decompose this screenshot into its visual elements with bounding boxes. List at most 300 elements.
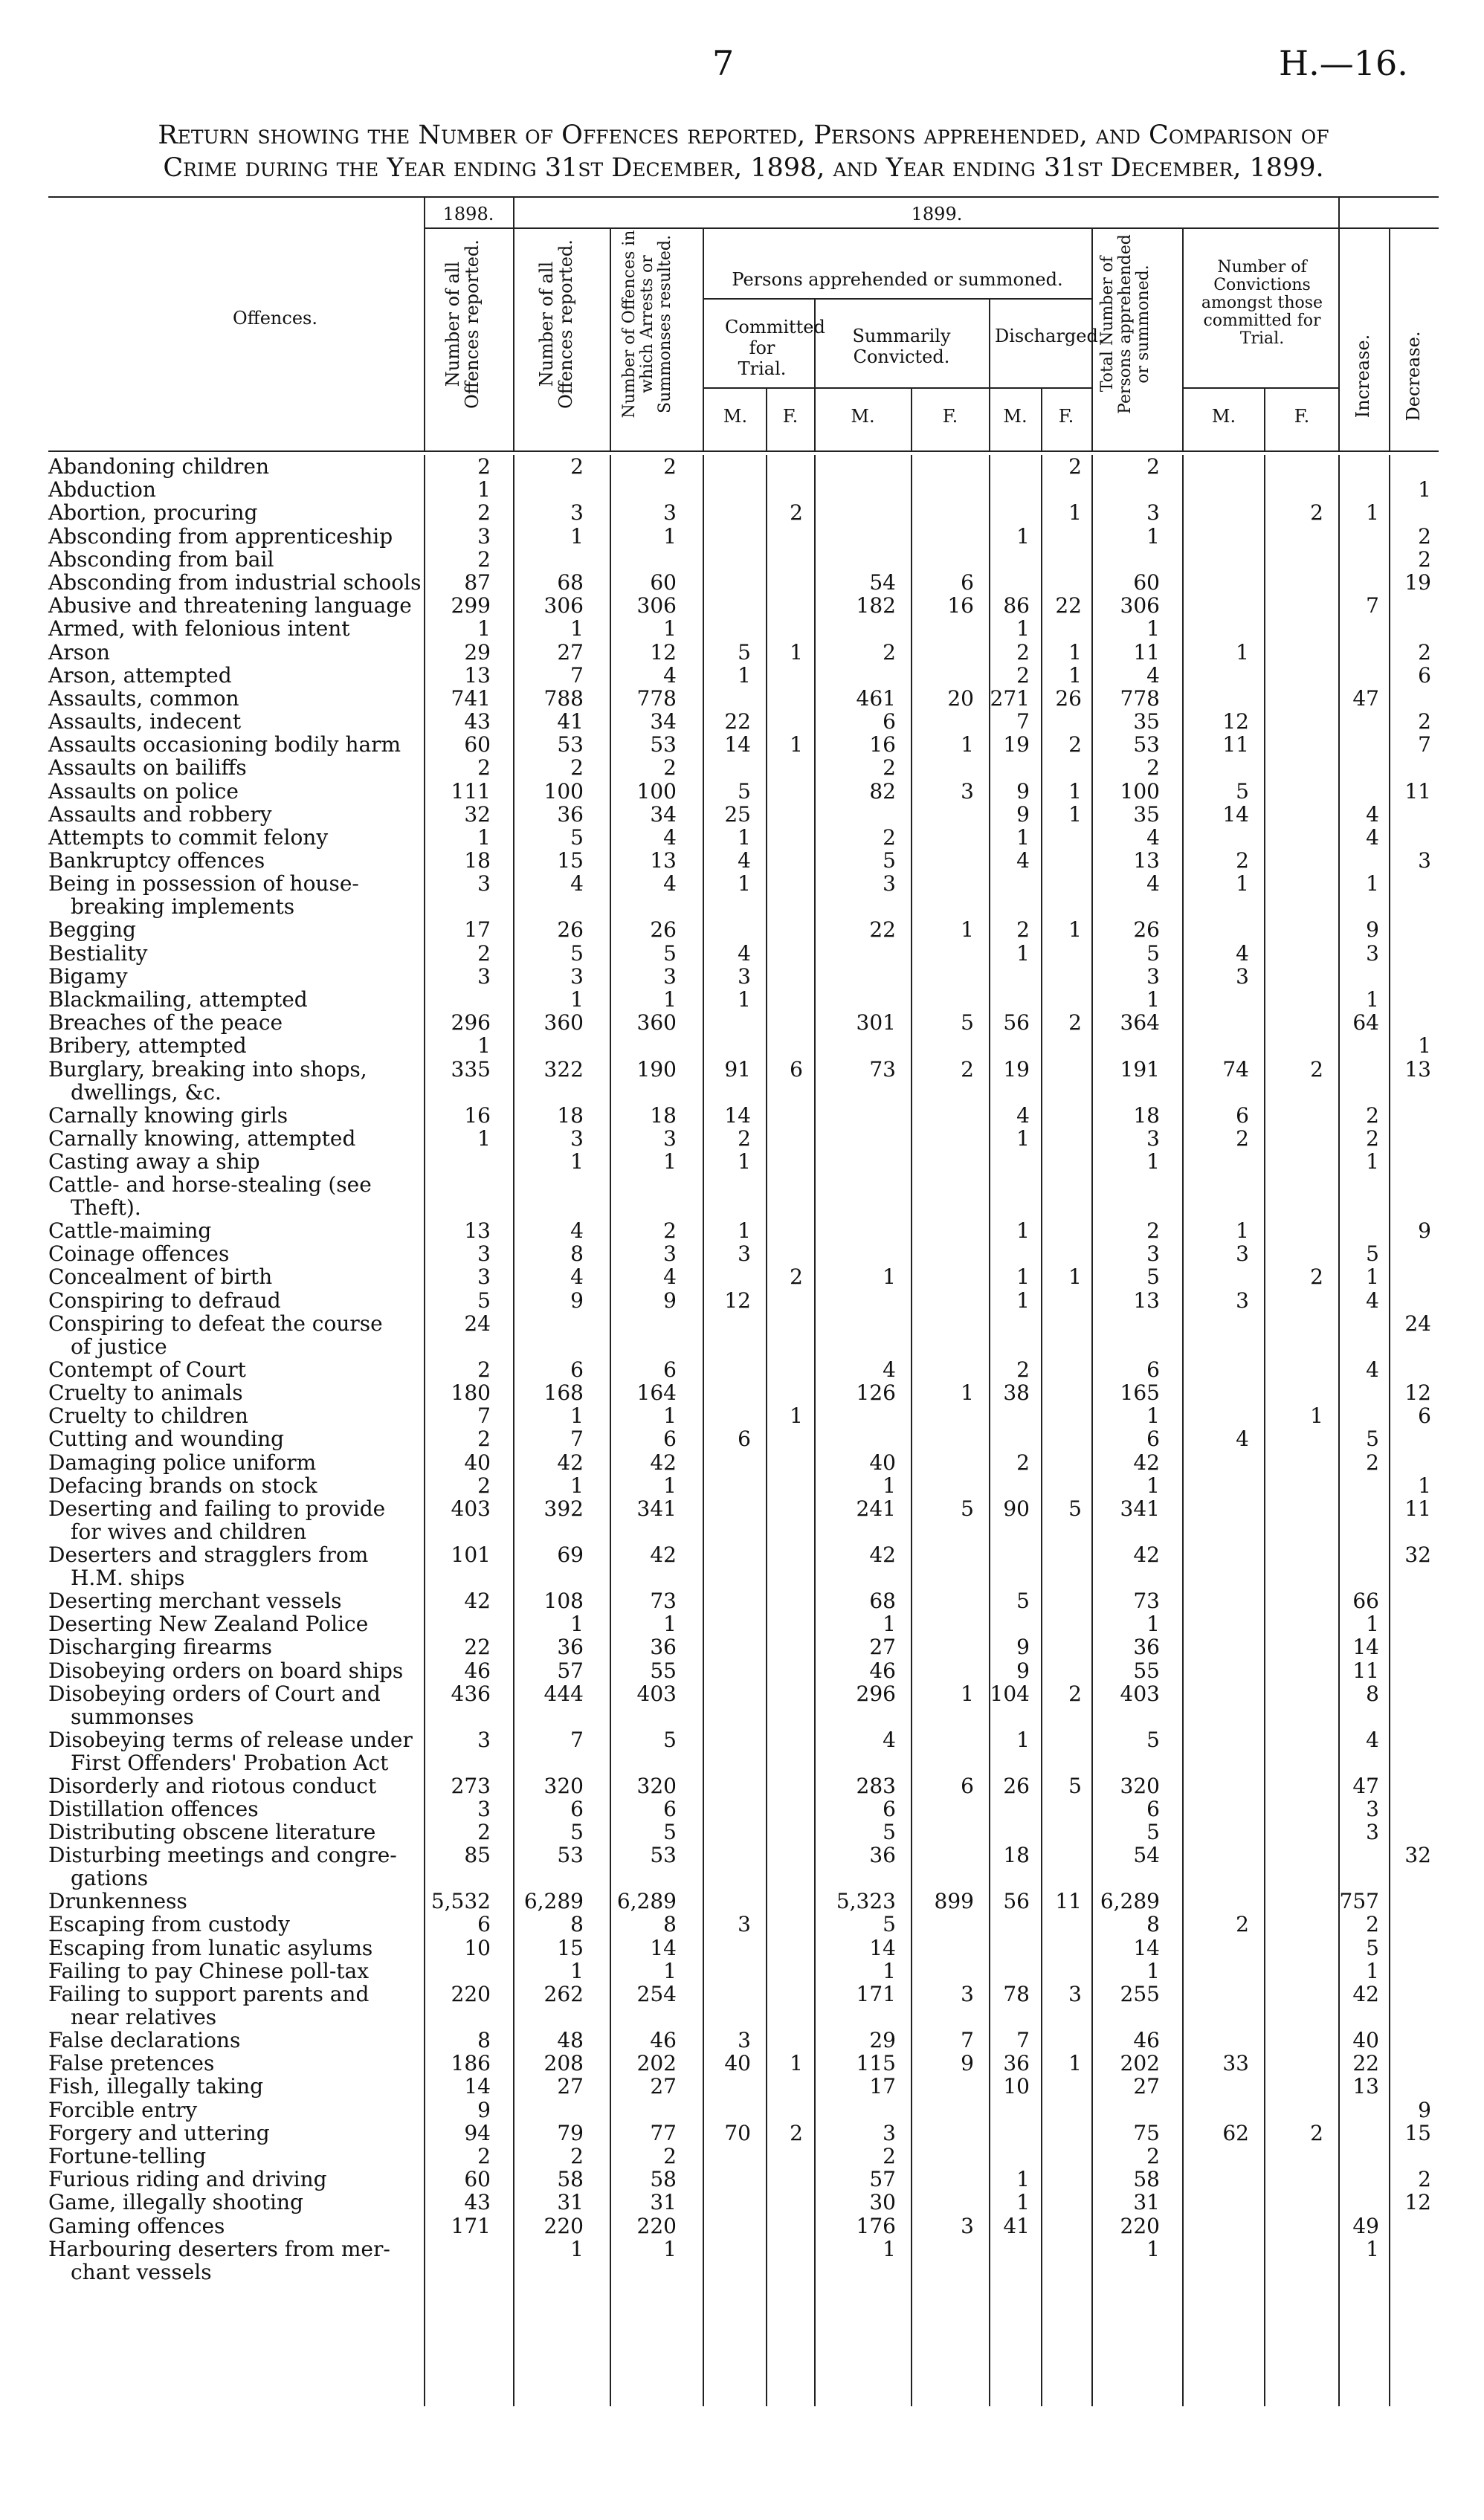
col-header-discharged: Discharged. bbox=[995, 326, 1104, 346]
cell-value: 2 bbox=[1418, 639, 1431, 665]
cell-value: 11 bbox=[1133, 639, 1160, 665]
offence-name bbox=[48, 1983, 424, 2029]
cell-value: 26 bbox=[1133, 917, 1160, 943]
cell-value: 18 bbox=[650, 1102, 677, 1128]
cell-value: 2 bbox=[1366, 1450, 1379, 1475]
cell-value: 2 bbox=[477, 1357, 491, 1382]
offence-label: Concealment of birth bbox=[48, 1264, 273, 1290]
cell-value: 1 bbox=[570, 523, 584, 549]
cell-value: 2 bbox=[790, 2120, 803, 2145]
cell-value: 2 bbox=[1146, 454, 1160, 479]
cell-value: 3 bbox=[738, 1912, 751, 1937]
offence-label: Deserters and stragglers from bbox=[48, 1542, 369, 1567]
cell-value: 19 bbox=[1404, 569, 1431, 595]
offence-label: Bankruptcy offences bbox=[48, 848, 265, 873]
offence-label: Assaults, common bbox=[48, 685, 239, 711]
cell-value: 91 bbox=[724, 1056, 751, 1082]
offence-label: Deserting New Zealand Police bbox=[48, 1612, 369, 1637]
offence-label: Begging bbox=[48, 917, 136, 943]
cell-value: 5 bbox=[1366, 1427, 1379, 1452]
offence-label-continued: for wives and children bbox=[71, 1519, 307, 1544]
offence-name bbox=[48, 478, 424, 501]
cell-value: 9 bbox=[477, 2097, 491, 2122]
cell-value: 22 bbox=[464, 1635, 491, 1660]
cell-value: 1 bbox=[477, 616, 491, 642]
cell-value: 24 bbox=[1404, 1311, 1431, 1336]
table-row bbox=[0, 1474, 1484, 1497]
col-header-convictions: Number of Convictions amongst those committed for Trial. bbox=[1201, 258, 1323, 348]
offence-label: Drunkenness bbox=[48, 1889, 187, 1914]
cell-value: 7 bbox=[1366, 593, 1379, 618]
cell-value: 15 bbox=[557, 848, 584, 873]
table-row bbox=[0, 988, 1484, 1011]
offence-label: Distillation offences bbox=[48, 1796, 259, 1821]
offence-name bbox=[48, 455, 424, 478]
offence-name bbox=[48, 1150, 424, 1173]
offence-label: Defacing brands on stock bbox=[48, 1473, 317, 1498]
offence-name bbox=[48, 1289, 424, 1312]
cell-value: 5 bbox=[1366, 1935, 1379, 1960]
cell-value: 11 bbox=[1222, 732, 1249, 757]
table-row bbox=[0, 1543, 1484, 1589]
table-row bbox=[0, 1289, 1484, 1312]
offence-name bbox=[48, 2214, 424, 2238]
cell-value: 171 bbox=[856, 1982, 896, 2006]
cell-value: 220 bbox=[543, 2213, 584, 2238]
cell-value: 69 bbox=[557, 1542, 584, 1567]
cell-value: 5 bbox=[883, 1820, 896, 1845]
offence-label: Bestiality bbox=[48, 940, 148, 966]
cell-value: 26 bbox=[1003, 1773, 1030, 1798]
cell-value: 111 bbox=[451, 778, 491, 804]
offence-label-continued: chant vessels bbox=[71, 2259, 212, 2284]
cell-value: 36 bbox=[557, 801, 584, 827]
offence-label: Attempts to commit felony bbox=[48, 825, 329, 850]
cell-value: 12 bbox=[724, 1288, 751, 1313]
cell-value: 26 bbox=[557, 917, 584, 943]
cell-value: 6 bbox=[1146, 1796, 1160, 1821]
table-row bbox=[0, 687, 1484, 710]
offence-name bbox=[48, 617, 424, 640]
cell-value: 46 bbox=[1133, 2028, 1160, 2052]
cell-value: 2 bbox=[1366, 1102, 1379, 1128]
cell-value: 1 bbox=[1068, 639, 1082, 665]
table-row bbox=[0, 594, 1484, 617]
page-reference: H.—16. bbox=[1279, 43, 1408, 83]
col-header-1899: 1899. bbox=[911, 204, 963, 224]
cell-value: 56 bbox=[1003, 1889, 1030, 1914]
table-row bbox=[0, 2052, 1484, 2075]
cell-value: 1 bbox=[570, 1958, 584, 1983]
offence-name bbox=[48, 1058, 424, 1104]
offence-label: Disorderly and riotous conduct bbox=[48, 1773, 377, 1798]
cell-value: 14 bbox=[1133, 1935, 1160, 1960]
offence-name bbox=[48, 1242, 424, 1265]
table-row bbox=[0, 1034, 1484, 1057]
offence-label: Deserting and failing to provide bbox=[48, 1496, 386, 1521]
cell-value: 1 bbox=[1418, 1473, 1431, 1498]
cell-value: 4 bbox=[1146, 662, 1160, 688]
table-row bbox=[0, 1890, 1484, 1913]
cell-value: 73 bbox=[869, 1056, 896, 1082]
cell-value: 2 bbox=[1366, 1912, 1379, 1937]
cell-value: 3 bbox=[477, 1264, 491, 1290]
offence-label: Assaults occasioning bodily harm bbox=[48, 732, 401, 757]
cell-value: 5 bbox=[1016, 1588, 1030, 1613]
cell-value: 241 bbox=[856, 1496, 896, 1521]
cell-value: 126 bbox=[856, 1380, 896, 1405]
cell-value: 6 bbox=[883, 709, 896, 734]
offence-name bbox=[48, 826, 424, 849]
cell-value: 202 bbox=[1120, 2051, 1160, 2076]
cell-value: 1 bbox=[1016, 616, 1030, 642]
cell-value: 1 bbox=[1016, 1288, 1030, 1313]
offence-label-continued: summonses bbox=[71, 1704, 194, 1729]
table-title bbox=[41, 119, 1446, 184]
cell-value: 8 bbox=[477, 2028, 491, 2052]
cell-value: 3 bbox=[961, 1982, 974, 2006]
cell-value: 2 bbox=[1418, 546, 1431, 572]
offence-name bbox=[48, 641, 424, 664]
offence-label: Escaping from lunatic asylums bbox=[48, 1935, 373, 1960]
cell-value: 75 bbox=[1133, 2120, 1160, 2145]
cell-value: 40 bbox=[724, 2051, 751, 2076]
cell-value: 29 bbox=[464, 639, 491, 665]
offence-label: Cruelty to animals bbox=[48, 1380, 243, 1405]
cell-value: 2 bbox=[663, 1218, 677, 1244]
cell-value: 12 bbox=[1404, 1380, 1431, 1405]
table-row bbox=[0, 2214, 1484, 2238]
cell-value: 208 bbox=[543, 2051, 584, 2076]
table-row bbox=[0, 1589, 1484, 1612]
cell-value: 6 bbox=[883, 1796, 896, 1821]
offence-label: Breaches of the peace bbox=[48, 1010, 283, 1036]
col-header-committed-m: M. bbox=[723, 406, 748, 427]
cell-value: 296 bbox=[856, 1681, 896, 1706]
cell-value: 1 bbox=[663, 1403, 677, 1429]
cell-value: 1 bbox=[961, 917, 974, 943]
cell-value: 5 bbox=[477, 1288, 491, 1313]
cell-value: 58 bbox=[650, 2167, 677, 2192]
cell-value: 18 bbox=[557, 1102, 584, 1128]
cell-value: 19 bbox=[1003, 1056, 1030, 1082]
cell-value: 1 bbox=[1310, 1403, 1323, 1429]
table-row bbox=[0, 1104, 1484, 1127]
offence-name bbox=[48, 1960, 424, 1983]
cell-value: 94 bbox=[464, 2120, 491, 2145]
cell-value: 4 bbox=[738, 940, 751, 966]
cell-value: 165 bbox=[1120, 1380, 1160, 1405]
cell-value: 4 bbox=[1366, 1288, 1379, 1313]
table-row bbox=[0, 2029, 1484, 2052]
offence-name bbox=[48, 1543, 424, 1589]
cell-value: 3 bbox=[1366, 940, 1379, 966]
cell-value: 49 bbox=[1352, 2213, 1379, 2238]
offence-name bbox=[48, 525, 424, 548]
cell-value: 8 bbox=[570, 1241, 584, 1267]
offence-name bbox=[48, 1312, 424, 1358]
cell-value: 55 bbox=[650, 1658, 677, 1683]
cell-value: 1 bbox=[738, 1148, 751, 1174]
table-row bbox=[0, 803, 1484, 826]
cell-value: 13 bbox=[650, 848, 677, 873]
cell-value: 788 bbox=[543, 685, 584, 711]
cell-value: 101 bbox=[451, 1542, 491, 1567]
cell-value: 1 bbox=[1068, 662, 1082, 688]
table-row bbox=[0, 826, 1484, 849]
table-row bbox=[0, 1127, 1484, 1150]
cell-value: 46 bbox=[869, 1658, 896, 1683]
offence-label: Deserting merchant vessels bbox=[48, 1588, 342, 1613]
table-row bbox=[0, 1844, 1484, 1890]
cell-value: 3 bbox=[477, 963, 491, 989]
offence-label: Casting away a ship bbox=[48, 1148, 260, 1174]
cell-value: 778 bbox=[1120, 685, 1160, 711]
table-row bbox=[0, 664, 1484, 687]
cell-value: 20 bbox=[947, 685, 974, 711]
cell-value: 2 bbox=[790, 1264, 803, 1290]
cell-value: 4 bbox=[570, 1218, 584, 1244]
cell-value: 1 bbox=[961, 1681, 974, 1706]
cell-value: 58 bbox=[1133, 2167, 1160, 2192]
offence-label: Disobeying orders of Court and bbox=[48, 1681, 381, 1706]
cell-value: 14 bbox=[1352, 1635, 1379, 1660]
table-row bbox=[0, 1983, 1484, 2029]
cell-value: 2 bbox=[1016, 662, 1030, 688]
cell-value: 58 bbox=[557, 2167, 584, 2192]
cell-value: 1 bbox=[961, 1380, 974, 1405]
offence-label: Absconding from bail bbox=[48, 546, 274, 572]
cell-value: 1 bbox=[1146, 1148, 1160, 1174]
cell-value: 82 bbox=[869, 778, 896, 804]
offence-label: Assaults and robbery bbox=[48, 801, 272, 827]
cell-value: 41 bbox=[557, 709, 584, 734]
cell-value: 54 bbox=[869, 569, 896, 595]
cell-value: 34 bbox=[650, 709, 677, 734]
cell-value: 1 bbox=[1146, 986, 1160, 1012]
table-row bbox=[0, 1358, 1484, 1381]
cell-value: 2 bbox=[1068, 732, 1082, 757]
offence-name bbox=[48, 965, 424, 988]
cell-value: 3 bbox=[570, 963, 584, 989]
col-header-increase: Increase. bbox=[1352, 334, 1373, 419]
cell-value: 1 bbox=[1366, 1148, 1379, 1174]
cell-value: 34 bbox=[650, 801, 677, 827]
offence-label-continued: near relatives bbox=[71, 2005, 217, 2029]
offence-label: Abusive and threatening language bbox=[48, 593, 412, 618]
cell-value: 31 bbox=[1133, 2190, 1160, 2215]
cell-value: 1 bbox=[738, 825, 751, 850]
cell-value: 2 bbox=[1310, 2120, 1323, 2145]
offence-name bbox=[48, 2238, 424, 2284]
cell-value: 2 bbox=[1418, 523, 1431, 549]
cell-value: 60 bbox=[650, 569, 677, 595]
cell-value: 18 bbox=[464, 848, 491, 873]
cell-value: 283 bbox=[856, 1773, 896, 1798]
cell-value: 31 bbox=[557, 2190, 584, 2215]
cell-value: 299 bbox=[451, 593, 491, 618]
cell-value: 1 bbox=[738, 662, 751, 688]
table-header bbox=[0, 198, 1484, 450]
cell-value: 403 bbox=[451, 1496, 491, 1521]
cell-value: 360 bbox=[543, 1010, 584, 1036]
offence-label: Failing to pay Chinese poll-tax bbox=[48, 1958, 370, 1983]
cell-value: 1 bbox=[1146, 2236, 1160, 2261]
cell-value: 46 bbox=[650, 2028, 677, 2052]
cell-value: 26 bbox=[650, 917, 677, 943]
offence-label: Furious riding and driving bbox=[48, 2167, 327, 2192]
cell-value: 2 bbox=[1146, 1218, 1160, 1244]
offence-label: Failing to support parents and bbox=[48, 1982, 370, 2006]
cell-value: 7 bbox=[1016, 2028, 1030, 2052]
cell-value: 4 bbox=[1146, 825, 1160, 850]
cell-value: 5,323 bbox=[836, 1889, 896, 1914]
offence-name bbox=[48, 803, 424, 826]
cell-value: 186 bbox=[451, 2051, 491, 2076]
offence-label-continued: H.M. ships bbox=[71, 1565, 185, 1590]
offence-name bbox=[48, 1381, 424, 1404]
cell-value: 14 bbox=[464, 2074, 491, 2099]
cell-value: 1 bbox=[1366, 1612, 1379, 1637]
cell-value: 3 bbox=[883, 2120, 896, 2145]
cell-value: 13 bbox=[1352, 2074, 1379, 2099]
offence-name bbox=[48, 2029, 424, 2052]
cell-value: 53 bbox=[557, 1843, 584, 1868]
cell-value: 2 bbox=[1418, 2167, 1431, 2192]
cell-value: 9 bbox=[1366, 917, 1379, 943]
cell-value: 2 bbox=[477, 940, 491, 966]
cell-value: 11 bbox=[1404, 778, 1431, 804]
cell-value: 1 bbox=[1016, 1125, 1030, 1151]
table-row bbox=[0, 2145, 1484, 2168]
cell-value: 5,532 bbox=[430, 1889, 491, 1914]
cell-value: 5 bbox=[961, 1010, 974, 1036]
cell-value: 6 bbox=[570, 1796, 584, 1821]
table-row bbox=[0, 1774, 1484, 1797]
cell-value: 4 bbox=[663, 662, 677, 688]
cell-value: 2 bbox=[477, 755, 491, 781]
cell-value: 78 bbox=[1003, 1982, 1030, 2006]
cell-value: 7 bbox=[477, 1403, 491, 1429]
cell-value: 9 bbox=[1016, 778, 1030, 804]
cell-value: 3 bbox=[477, 1241, 491, 1267]
cell-value: 3 bbox=[1366, 1820, 1379, 1845]
offence-label: Assaults, indecent bbox=[48, 709, 242, 734]
cell-value: 9 bbox=[1016, 1635, 1030, 1660]
cell-value: 5 bbox=[570, 1820, 584, 1845]
cell-value: 2 bbox=[663, 2143, 677, 2168]
offence-label: Being in possession of house- bbox=[48, 871, 359, 896]
cell-value: 56 bbox=[1003, 1010, 1030, 1036]
cell-value: 24 bbox=[464, 1311, 491, 1336]
cell-value: 1 bbox=[1016, 1264, 1030, 1290]
cell-value: 11 bbox=[1055, 1889, 1082, 1914]
cell-value: 4 bbox=[1016, 848, 1030, 873]
cell-value: 5 bbox=[1146, 1264, 1160, 1290]
cell-value: 168 bbox=[543, 1380, 584, 1405]
cell-value: 40 bbox=[464, 1450, 491, 1475]
cell-value: 17 bbox=[464, 917, 491, 943]
cell-value: 8 bbox=[663, 1912, 677, 1937]
cell-value: 16 bbox=[464, 1102, 491, 1128]
offence-name bbox=[48, 918, 424, 941]
table-row bbox=[0, 1173, 1484, 1219]
cell-value: 1 bbox=[883, 2236, 896, 2261]
offence-name bbox=[48, 2145, 424, 2168]
cell-value: 1 bbox=[663, 1958, 677, 1983]
table-row bbox=[0, 2075, 1484, 2098]
cell-value: 10 bbox=[464, 1935, 491, 1960]
offence-name bbox=[48, 1682, 424, 1728]
offence-label: Forcible entry bbox=[48, 2097, 198, 2122]
offence-name bbox=[48, 1358, 424, 1381]
cell-value: 32 bbox=[1404, 1542, 1431, 1567]
offence-label: Conspiring to defraud bbox=[48, 1288, 281, 1313]
cell-value: 1 bbox=[1236, 639, 1249, 665]
cell-value: 14 bbox=[869, 1935, 896, 1960]
col-header-reported-1898: Number of all Offences reported. bbox=[442, 239, 483, 409]
cell-value: 5 bbox=[1068, 1773, 1082, 1798]
cell-value: 3 bbox=[477, 871, 491, 896]
cell-value: 60 bbox=[464, 732, 491, 757]
offence-name bbox=[48, 687, 424, 710]
offence-name bbox=[48, 1474, 424, 1497]
cell-value: 18 bbox=[1133, 1102, 1160, 1128]
cell-value: 741 bbox=[451, 685, 491, 711]
cell-value: 461 bbox=[856, 685, 896, 711]
cell-value: 1 bbox=[1016, 523, 1030, 549]
cell-value: 1 bbox=[663, 2236, 677, 2261]
cell-value: 27 bbox=[869, 1635, 896, 1660]
cell-value: 3 bbox=[1146, 1125, 1160, 1151]
cell-value: 36 bbox=[557, 1635, 584, 1660]
cell-value: 6 bbox=[570, 1357, 584, 1382]
cell-value: 6 bbox=[663, 1427, 677, 1452]
cell-value: 271 bbox=[990, 685, 1030, 711]
cell-value: 296 bbox=[451, 1010, 491, 1036]
offence-name bbox=[48, 733, 424, 756]
cell-value: 22 bbox=[724, 709, 751, 734]
cell-value: 1 bbox=[477, 1125, 491, 1151]
table-row bbox=[0, 733, 1484, 756]
offence-name bbox=[48, 1127, 424, 1150]
table-row bbox=[0, 548, 1484, 571]
cell-value: 26 bbox=[1055, 685, 1082, 711]
cell-value: 29 bbox=[869, 2028, 896, 2052]
cell-value: 53 bbox=[650, 732, 677, 757]
cell-value: 1 bbox=[1068, 801, 1082, 827]
cell-value: 3 bbox=[738, 1241, 751, 1267]
cell-value: 53 bbox=[650, 1843, 677, 1868]
cell-value: 41 bbox=[1003, 2213, 1030, 2238]
cell-value: 40 bbox=[869, 1450, 896, 1475]
cell-value: 2 bbox=[477, 1427, 491, 1452]
table-row bbox=[0, 2122, 1484, 2145]
table-row bbox=[0, 918, 1484, 941]
cell-value: 3 bbox=[738, 963, 751, 989]
offence-name bbox=[48, 2052, 424, 2075]
cell-value: 4 bbox=[663, 1264, 677, 1290]
cell-value: 108 bbox=[543, 1588, 584, 1613]
cell-value: 42 bbox=[1352, 1982, 1379, 2006]
cell-value: 5 bbox=[883, 1912, 896, 1937]
cell-value: 7 bbox=[570, 1727, 584, 1752]
cell-value: 1 bbox=[663, 616, 677, 642]
offence-label-continued: First Offenders' Probation Act bbox=[71, 1750, 389, 1775]
offence-label: Game, illegally shooting bbox=[48, 2190, 303, 2215]
offence-name bbox=[48, 1011, 424, 1034]
cell-value: 36 bbox=[869, 1843, 896, 1868]
